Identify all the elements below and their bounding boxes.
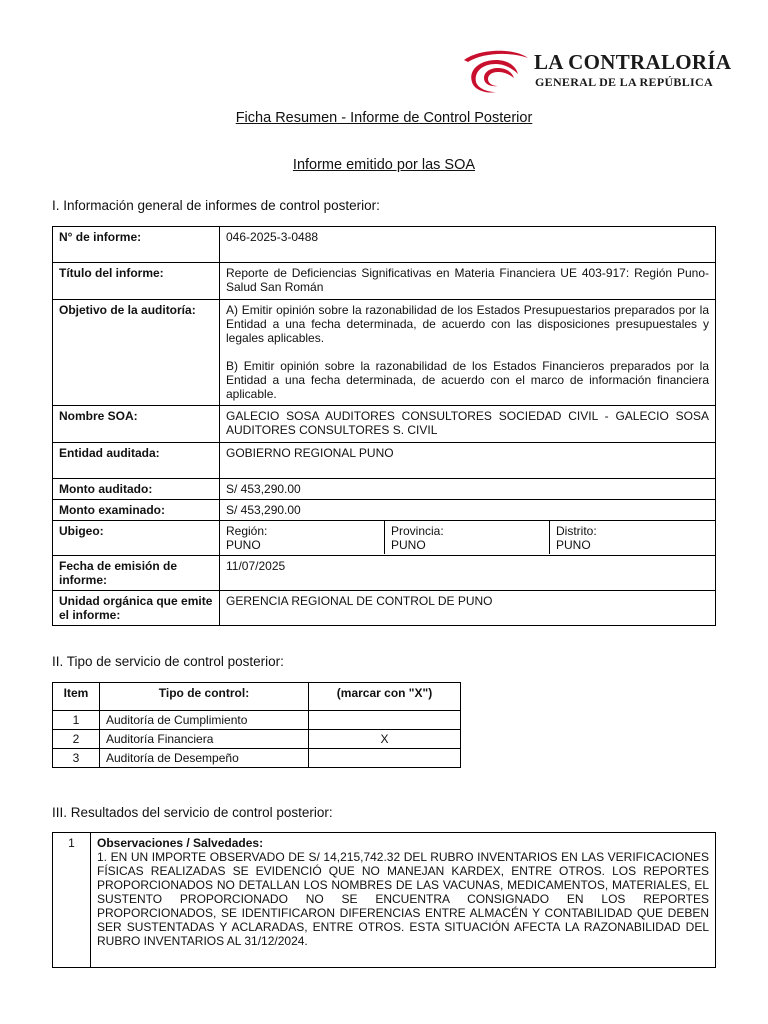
section2-heading: II. Tipo de servicio de control posterior:	[52, 654, 284, 669]
region-label: Región:	[226, 524, 268, 538]
monto-auditado-label: Monto auditado:	[53, 479, 220, 500]
col-tipo-header: Tipo de control:	[100, 683, 309, 711]
titulo-label: Título del informe:	[53, 263, 220, 300]
entidad-value: GOBIERNO REGIONAL PUNO	[220, 443, 716, 479]
table-row	[53, 500, 716, 521]
page-title: Ficha Resumen - Informe de Control Posterior	[235, 110, 533, 126]
informe-label: N° de informe:	[53, 227, 220, 263]
objetivo-a: A) Emitir opinión sobre la razonabilidad de los Estados Presupuestarios preparados por la Entidad a una fecha determinada, de acuerdo con las disposiciones presupuestales y legales aplicables.	[226, 303, 709, 345]
table-row	[53, 227, 716, 263]
unidad-label: Unidad orgánica que emite el informe:	[53, 591, 220, 626]
result-number: 1	[53, 833, 91, 968]
region-cell	[220, 521, 385, 554]
monto-examinado-label: Monto examinado:	[53, 500, 220, 521]
table-row	[53, 556, 716, 591]
objetivo-b: B) Emitir opinión sobre la razonabilidad de los Estados Financieros preparados por la Entidad a una fecha determinada, de acuerdo con el marco de información financiera aplicable.	[226, 359, 709, 401]
distrito-value: PUNO	[556, 538, 591, 552]
obs-text: 1. EN UN IMPORTE OBSERVADO DE S/ 14,215,742.32 DEL RUBRO INVENTARIOS EN LAS VERIFICACIONES FÍSICAS REALIZADAS SE EVIDENCIÓ QUE NO MANEJAN KARDEX, ENTRE OTROS. LOS REPORTES PROPORCIONADOS NO DETALLAN LOS NOMBRES DE LAS VACUNAS, MEDICAMENTOS, MATERIALES, EL SUSTENTO PROPORCIONADO NO SE ENCUENTRA CONSIGNADO EN LOS REPORTES PROPORCIONADOS, SE IDENTIFICARON DIFERENCIAS ENTRE ALMACÉN Y CONTABILIDAD QUE DEBEN SER SUSTENTADAS Y ACLARADAS, ENTRE OTROS. ESTA SITUACIÓN AFECTA LA RAZONABILIDAD DEL RUBRO INVENTARIOS AL 31/12/2024.	[97, 850, 709, 948]
table-row	[53, 479, 716, 500]
table-row	[53, 730, 461, 749]
informe-value: 046-2025-3-0488	[220, 227, 716, 263]
row2-item: 2	[53, 730, 100, 749]
objetivo-value	[220, 300, 716, 406]
table-row	[53, 521, 716, 556]
row2-marca: X	[309, 730, 461, 749]
row3-marca	[309, 749, 461, 768]
obs-title: Observaciones / Salvedades:	[97, 836, 264, 850]
section3-heading: III. Resultados del servicio de control posterior:	[52, 805, 333, 820]
row2-tipo: Auditoría Financiera	[100, 730, 309, 749]
page-subtitle: Informe emitido por las SOA	[292, 157, 476, 173]
table-row	[53, 406, 716, 443]
logo-line1: LA CONTRALORÍA	[534, 50, 732, 74]
ubigeo-value	[220, 521, 716, 556]
service-type-table	[52, 682, 461, 768]
general-info-table	[52, 226, 716, 626]
col-item-header: Item	[53, 683, 100, 711]
table-row	[53, 443, 716, 479]
ubigeo-label: Ubigeo:	[53, 521, 220, 556]
row3-tipo: Auditoría de Desempeño	[100, 749, 309, 768]
region-value: PUNO	[226, 538, 261, 552]
row1-tipo: Auditoría de Cumplimiento	[100, 711, 309, 730]
provincia-cell	[385, 521, 550, 554]
table-row	[53, 833, 716, 968]
table-row	[53, 749, 461, 768]
monto-examinado-value: S/ 453,290.00	[220, 500, 716, 521]
row1-marca	[309, 711, 461, 730]
table-header-row	[53, 683, 461, 711]
table-row	[53, 300, 716, 406]
result-cell	[91, 833, 716, 968]
row3-item: 3	[53, 749, 100, 768]
table-row	[53, 711, 461, 730]
distrito-label: Distrito:	[556, 524, 597, 538]
section1-heading: I. Información general de informes de control posterior:	[52, 198, 380, 213]
contraloria-logo	[460, 48, 732, 94]
monto-auditado-value: S/ 453,290.00	[220, 479, 716, 500]
entidad-label: Entidad auditada:	[53, 443, 220, 479]
objetivo-label: Objetivo de la auditoría:	[53, 300, 220, 406]
soa-label: Nombre SOA:	[53, 406, 220, 443]
results-table	[52, 832, 716, 968]
titulo-value: Reporte de Deficiencias Significativas en Materia Financiera UE 403-917: Región Puno-Salud San Román	[220, 263, 716, 300]
logo-line2: GENERAL DE LA REPÚBLICA	[535, 75, 713, 89]
provincia-label: Provincia:	[391, 524, 444, 538]
fecha-value: 11/07/2025	[220, 556, 716, 591]
col-marca-header: (marcar con "X")	[309, 683, 461, 711]
row1-item: 1	[53, 711, 100, 730]
ubigeo-table	[220, 521, 715, 554]
unidad-value: GERENCIA REGIONAL DE CONTROL DE PUNO	[220, 591, 716, 626]
soa-value: GALECIO SOSA AUDITORES CONSULTORES SOCIEDAD CIVIL - GALECIO SOSA AUDITORES CONSULTORES S. CIVIL	[220, 406, 716, 443]
fecha-label: Fecha de emisión de informe:	[53, 556, 220, 591]
distrito-cell	[550, 521, 716, 554]
provincia-value: PUNO	[391, 538, 426, 552]
table-row	[53, 591, 716, 626]
contraloria-emblem-icon	[460, 48, 530, 94]
table-row	[53, 263, 716, 300]
